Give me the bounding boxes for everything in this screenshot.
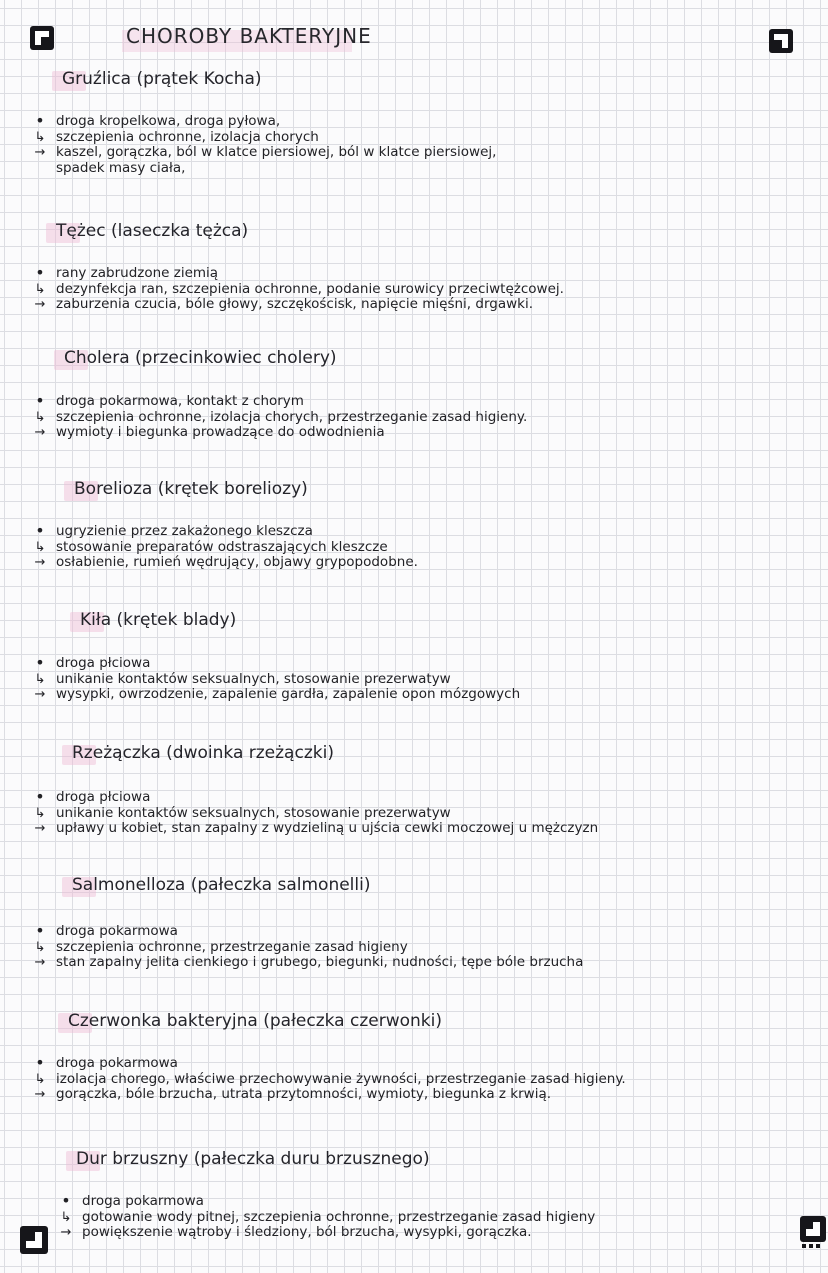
disease-section: [64, 1010, 446, 1032]
disease-details: [30, 521, 418, 571]
disease-details: [56, 1191, 596, 1241]
prevention-arrow-icon: ↳: [34, 409, 46, 425]
disease-section: [60, 347, 341, 369]
disease-details: [30, 263, 564, 313]
prevention-line: ↳ szczepienia ochronne, izolacja chorych, przestrzeganie zasad higieny.: [30, 410, 527, 426]
symptoms-arrow-icon: →: [34, 555, 46, 570]
disease-heading: Gruźlica (prątek Kocha): [58, 68, 266, 90]
symptoms-arrow-icon: →: [34, 955, 46, 970]
bullet-icon: •: [35, 1053, 45, 1072]
disease-heading: Kiła (krętek blady): [76, 609, 240, 631]
disease-heading: Dur brzuszny (pałeczka duru brzusznego): [72, 1148, 434, 1170]
disease-heading: Rzeżączka (dwoinka rzeżączki): [68, 742, 338, 764]
corner-marker-bottom-left-icon: [20, 1226, 48, 1254]
prevention-arrow-icon: ↳: [60, 1209, 72, 1225]
prevention-arrow-icon: ↳: [34, 805, 46, 821]
symptoms-arrow-icon: →: [34, 425, 46, 440]
disease-heading: Tężec (laseczka tężca): [52, 220, 252, 242]
prevention-line: ↳ szczepienia ochronne, przestrzeganie zasad higieny: [30, 940, 583, 956]
prevention-line: ↳ szczepienia ochronne, izolacja chorych: [30, 130, 496, 146]
prevention-line: ↳ gotowanie wody pitnej, szczepienia ochronne, przestrzeganie zasad higieny: [56, 1210, 595, 1226]
disease-details: [30, 111, 497, 176]
bullet-icon: •: [35, 653, 45, 672]
bullet-icon: •: [35, 391, 45, 410]
disease-details: [30, 787, 599, 837]
disease-heading: Czerwonka bakteryjna (pałeczka czerwonki): [64, 1010, 446, 1032]
prevention-arrow-icon: ↳: [34, 939, 46, 955]
prevention-arrow-icon: ↳: [34, 539, 46, 555]
symptoms-line: → stan zapalny jelita cienkiego i grubego, biegunki, nudności, tępe bóle brzucha: [30, 955, 583, 971]
prevention-line: ↳ stosowanie preparatów odstraszających kleszcze: [30, 540, 418, 556]
symptoms-arrow-icon: →: [60, 1225, 72, 1240]
disease-details: [30, 921, 584, 971]
symptoms-line: → upławy u kobiet, stan zapalny z wydzieliną u ujścia cewki moczowej u mężczyzn: [30, 821, 598, 837]
corner-marker-top-left-icon: [30, 26, 54, 50]
prevention-arrow-icon: ↳: [34, 129, 46, 145]
corner-marker-top-right-icon: [769, 29, 793, 53]
transmission-line: • ugryzienie przez zakażonego kleszcza: [30, 524, 418, 540]
disease-details: [30, 653, 521, 703]
symptoms-line: → kaszel, gorączka, ból w klatce piersiowej, ból w klatce piersiowej,: [30, 145, 496, 161]
symptoms-arrow-icon: →: [34, 1087, 46, 1102]
symptoms-line: → gorączka, bóle brzucha, utrata przytomności, wymioty, biegunka z krwią.: [30, 1087, 626, 1103]
prevention-line: ↳ unikanie kontaktów seksualnych, stosowanie prezerwatyw: [30, 806, 598, 822]
disease-details: [30, 391, 528, 441]
disease-details: [30, 1053, 626, 1103]
symptoms-arrow-icon: →: [34, 145, 46, 160]
transmission-line: • droga płciowa: [30, 656, 520, 672]
symptoms-arrow-icon: →: [34, 821, 46, 836]
symptoms-line: → osłabienie, rumień wędrujący, objawy grypopodobne.: [30, 555, 418, 571]
bullet-icon: •: [61, 1191, 71, 1210]
disease-section: [68, 742, 338, 764]
transmission-line: • rany zabrudzone ziemią: [30, 266, 564, 282]
disease-section: [68, 874, 374, 896]
bullet-icon: •: [35, 787, 45, 806]
disease-section: [76, 609, 240, 631]
transmission-line: • droga pokarmowa: [56, 1194, 595, 1210]
prevention-line: ↳ dezynfekcja ran, szczepienia ochronne, podanie surowicy przeciwtężcowej.: [30, 282, 564, 298]
disease-heading: Cholera (przecinkowiec cholery): [60, 347, 341, 369]
bullet-icon: •: [35, 111, 45, 130]
bullet-icon: •: [35, 521, 45, 540]
prevention-line: ↳ izolacja chorego, właściwe przechowywanie żywności, przestrzeganie zasad higieny.: [30, 1072, 626, 1088]
symptoms-line: → powiększenie wątroby i śledziony, ból brzucha, wysypki, gorączka.: [56, 1225, 595, 1241]
disease-heading: Salmonelloza (pałeczka salmonelli): [68, 874, 374, 896]
symptoms-line-continued: spadek masy ciała,: [56, 159, 186, 176]
transmission-line: • droga płciowa: [30, 790, 598, 806]
disease-section: [58, 68, 266, 90]
bullet-icon: •: [35, 263, 45, 282]
prevention-arrow-icon: ↳: [34, 281, 46, 297]
page-title: [126, 24, 372, 48]
symptoms-arrow-icon: →: [34, 297, 46, 312]
prevention-arrow-icon: ↳: [34, 1071, 46, 1087]
symptoms-arrow-icon: →: [34, 687, 46, 702]
transmission-line: • droga pokarmowa: [30, 1056, 626, 1072]
page-title-text: CHOROBY BAKTERYJNE: [126, 24, 372, 48]
bullet-icon: •: [35, 921, 45, 940]
symptoms-line: → wysypki, owrzodzenie, zapalenie gardła, zapalenie opon mózgowych: [30, 687, 520, 703]
prevention-line: ↳ unikanie kontaktów seksualnych, stosowanie prezerwatyw: [30, 672, 520, 688]
transmission-line: • droga pokarmowa: [30, 924, 583, 940]
symptoms-line: → zaburzenia czucia, bóle głowy, szczękościsk, napięcie mięśni, drgawki.: [30, 297, 564, 313]
prevention-arrow-icon: ↳: [34, 671, 46, 687]
disease-section: [52, 220, 252, 242]
disease-section: [72, 1148, 434, 1170]
disease-section: [70, 478, 312, 500]
qr-code-icon: [800, 1216, 826, 1248]
transmission-line: • droga pokarmowa, kontakt z chorym: [30, 394, 527, 410]
disease-heading: Borelioza (krętek boreliozy): [70, 478, 312, 500]
symptoms-line: → wymioty i biegunka prowadzące do odwodnienia: [30, 425, 527, 441]
transmission-line: • droga kropelkowa, droga pyłowa,: [30, 114, 496, 130]
